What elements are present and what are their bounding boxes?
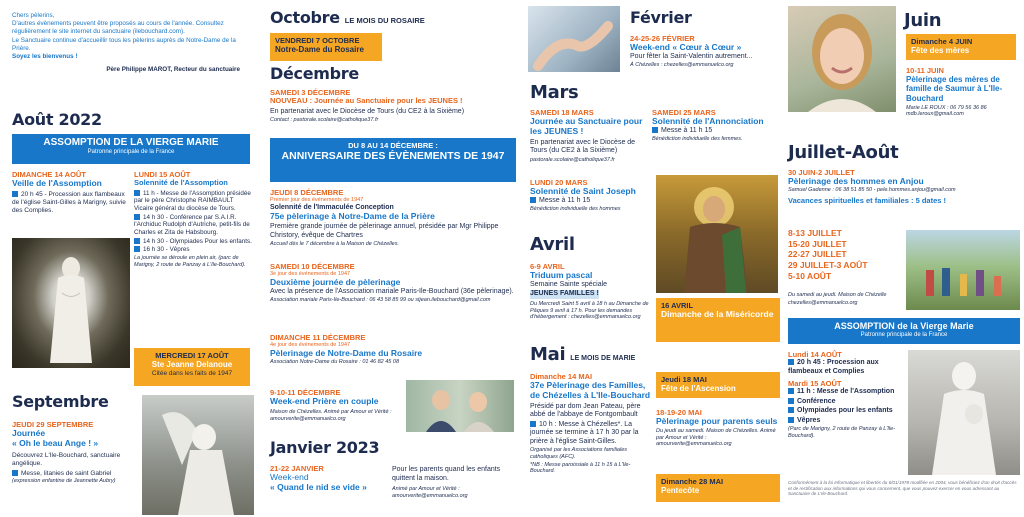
janvier-side [392,466,514,500]
juillet-d2: 15-20 JUILLET [788,238,847,249]
mai-sub: LE MOIS DE MARIE [570,355,636,362]
dec-e1-text: En partenariat avec le Diocèse de Tours (du CE2 à la Sixième) [270,107,465,115]
aout-d2-l2: 14 h 30 - Conférence par S.A.I.R. l'Archiduc Rudolph d'Autriche, petit-fils de Charles et Zita de Habsbourg. [134,213,250,237]
mars-e1-title: Journée au Sanctuaire pour les JEUNES ! [530,116,643,136]
septembre-t1: Journée [12,428,46,439]
dec-e2-t1: Solennité de l'Immaculée Conception [270,203,394,211]
decembre-event-2 [270,188,516,249]
mai-e1-title: 37e Pèlerinage des Familles, de Chézelles à L'Ile-Bouchard [530,380,651,400]
juillet-d3: 22-27 JUILLET [788,249,847,260]
mars-e3-title: Solennité de Saint Joseph [530,186,636,197]
dec-banner-date: DU 8 AU 14 DÉCEMBRE : [348,141,438,150]
mars-e1-date: SAMEDI 18 MARS [530,108,594,117]
juillet-d5: 5-10 AOÛT [788,270,832,281]
avril-event [530,262,654,322]
avril-date: 6-9 AVRIL [530,262,565,271]
square-icon [134,238,140,244]
mai-e2-title: Pèlerinage pour parents seuls [656,416,778,427]
juillet-title: Juillet-Août [788,142,899,163]
square-icon [788,407,794,413]
mai-event-2 [656,408,780,449]
mars-e1-note: pastorale.scolaire@catholique37.fr [530,156,615,163]
mai-e2-note: Du jeudi au samedi. Maison de Chézelles. Animé par Amour et Vérité : amourverite@emmanuelco.org [656,427,776,448]
a1-date: Lundi 14 AOÛT [788,350,842,359]
aout-d2-date: LUNDI 15 AOÛT [134,170,191,179]
column-1 [0,0,258,517]
mai-box1-title: Fête de l'Ascension [661,384,736,394]
juin-e1-note: Marie LE ROUX : 06 79 56 36 86 mdb.leroux@gmail.com [906,104,987,118]
septembre-title: Septembre [12,392,109,411]
dec-e2-note: Accueil dès le 7 décembre à la Maison de Chézelles. [270,241,400,248]
mai-heading [530,344,635,366]
septembre-date: JEUDI 29 SEPTEMBRE [12,420,94,429]
mai-box1-date: Jeudi 18 MAI [661,375,707,384]
intro-text: Chers pèlerins, D'autres évènements peuvent être proposés au cours de l'année. Consultez régulièrement le site internet du sanctuaire (ilebouchard.com). Le Sanctuaire continue d'accueillir tous les pèlerins auprès de Notre-Dame de la Prière. [12,12,236,52]
mai-event-1 [530,372,652,476]
intro [12,12,240,74]
fevrier-event [630,34,780,70]
square-icon [134,190,140,196]
septembre-text: Découvrez L'Ile-Bouchard, sanctuaire angélique. [12,451,121,467]
decembre-event-1 [270,88,516,125]
mars-event-3 [530,178,648,214]
juillet-banner-title: ASSOMPTION de la Vierge Marie [834,321,974,331]
aout-d3-date: MERCREDI 17 AOÛT [155,351,229,360]
dec-e3-date: SAMEDI 10 DÉCEMBRE [270,262,355,271]
aout-d2-l3: 14 h 30 - Olympiades Pour les enfants. [143,237,252,245]
avril-note: Du Mercredi Saint 5 avril à 18 h au Dimanche de Pâques 9 avril à 17 h. Pour les demandes d'hébergement : chezelles@emmanuelco.org [530,300,649,321]
fevrier-date: 24-25-26 FÉVRIER [630,34,695,43]
mars-event-2 [652,108,780,144]
juillet-e1-note: Samuel Gadenne : 06 38 51 85 50 - pele.hommes.anjou@gmail.com [788,186,956,193]
aout-banner-title: ASSOMPTION DE LA VIERGE MARIE [43,137,219,148]
juillet-e1-title: Pèlerinage des hommes en Anjou [788,176,924,187]
a2-l4: Vêpres [797,416,821,424]
mai-e2-date: 18-19-20 MAI [656,408,702,417]
square-icon [134,246,140,252]
aout-d3-title: Ste Jeanne Delanoue [151,360,233,370]
septembre-l1: Messe, litanies de saint Gabriel [21,469,112,477]
legal-text: Conformément à la loi Informatique et libertés du 6/01/1978 modifiée en 2004, vous bénéficiez d'un droit d'accès et de rectification aux informations qui vous concernent, que vous pouvez exercer en vous adressant au Sanctuaire de L'Ile-Bouchard. [788,480,1017,497]
juin-event [906,66,1020,119]
mai-e1-note: Organisé par les Associations familiales catholiques (AFC). [530,447,628,461]
juillet-dnote: Du samedi au jeudi. Maison de Chézelle [788,292,887,298]
janvier-text: Pour les parents quand les enfants quittent la maison. [392,466,501,482]
aout-event-1 [12,170,130,216]
octobre-heading [270,8,425,28]
assomption-events [788,350,904,441]
dec-e2-sub: Premier jour des événements de 1947 [270,197,364,204]
square-icon [788,417,794,423]
intro-sign: Père Philippe MAROT, Recteur du sanctuaire [106,66,240,74]
saint-joseph-image [656,175,778,293]
dec-e3-note: Association mariale Paris-Ile-Bouchard : 06 43 58 85 99 ou stjean.ilebouchard@gmail.com [270,297,491,304]
mai-title: Mai [530,344,566,365]
mars-e2-note: Bénédiction individuelle des femmes. [652,136,743,143]
octobre-bar-title: Notre-Dame du Rosaire [275,45,364,55]
square-icon [134,214,140,220]
dec-e5-note: Maison de Chézelles. Animé par Amour et Vérité : amourverite@emmanuelco.org [270,408,392,422]
dec-e4-note: Association Notre-Dame du Rosaire : 01 46 82 45 08 [270,358,400,365]
mai-box2-date: Dimanche 28 MAI [661,477,724,486]
dec-e1-title: NOUVEAU : Journée au Sanctuaire pour les JEUNES ! [270,96,463,106]
mother-photo [788,6,896,112]
dec-e5-title: Week-end Prière en couple [270,396,379,407]
mars-e3-date: LUNDI 20 MARS [530,178,588,187]
avril-box-title: Dimanche de la Miséricorde [661,309,774,320]
aout-box-17 [134,348,250,386]
aout-d2-title: Solennité de l'Assomption [134,178,228,188]
dec-e2-t2: 75e pèlerinage à Notre-Dame de la Prière [270,211,435,222]
mars-e2-date: SAMEDI 25 MARS [652,108,716,117]
fevrier-title: Février [630,8,692,27]
madonna-statue-photo [908,350,1020,475]
avril-t1: Triduum pascal [530,270,593,281]
a2-date: Mardi 15 AOÛT [788,379,842,389]
a2-l1: 11 h : Messe de l'Assomption [797,388,895,396]
mai-e1-text: Présidé par dom Jean Pateau, père abbé de l'abbaye de Fontgombault [530,402,641,419]
octobre-title: Octobre [270,8,340,27]
a2-l3: Olympiades pour les enfants [797,407,893,415]
dec-e3-title: Deuxième journée de pèlerinage [270,276,401,287]
mai-e1-date: Dimanche 14 MAI [530,372,593,381]
janvier-note: Animé par Amour et Vérité : amourverite@emmanuelco.org [392,486,468,499]
aout-d1-l1: 20 h 45 - Procession aux flambeaux de l'église Saint-Gilles à Marigny, suivie des Complies. [12,190,126,214]
mai-e1-l1: 10 h : Messe à Chézelles*. La journée se termine à 17 h 30 par la prière à l'église Saint-Gilles. [530,420,639,445]
mai-box2-title: Pentecôte [661,486,700,496]
mars-e2-l1: Messe à 11 h 15 [661,126,713,134]
mars-e3-l1: Messe à 11 h 15 [539,196,591,204]
angel-statue-photo [142,395,254,515]
a1-l1: 20 h 45 : Procession aux flambeaux et Complies [788,359,879,375]
aout-d1-date: DIMANCHE 14 AOÛT [12,170,86,179]
avril-sub: Semaine Sainte spéciale [530,280,608,288]
aout-banner-sub: Patronne principale de la France [87,149,175,156]
square-icon [788,398,794,404]
octobre-sub: LE MOIS DU ROSAIRE [344,16,425,25]
aout-banner [12,134,250,164]
mars-e3-note: Bénédiction individuelle des hommes [530,206,621,213]
juin-title: Juin [904,10,942,31]
avril-hl: JEUNES FAMILLES ! [530,290,599,298]
octobre-bar-date: VENDREDI 7 OCTOBRE [275,36,360,45]
janvier-t2: « Quand le nid se vide » [270,481,367,492]
mai-e1-note2: *NB : Messe paroissiale à 11 h 15 à L'Ile-Bouchard. [530,461,631,475]
family-walk-photo [906,230,1020,310]
dec-e3-sub: 3e jour des événements de 1947 [270,271,351,278]
dec-e2-date: JEUDI 8 DÉCEMBRE [270,188,344,197]
decembre-banner [270,138,516,182]
octobre-box [270,33,382,61]
juillet-dates-note [788,292,918,307]
aout-d2-l1: 11 h - Messe de l'Assomption présidée par le père Christophe RAIMBAULT Vicaire général du diocèse de Tours. [134,189,251,213]
juin-box-date: Dimanche 4 JUIN [911,37,973,46]
square-icon [788,359,794,365]
juillet-banner-sub: Patronne principale de la France [860,331,948,338]
avril-title: Avril [530,234,575,255]
mai-box-2 [656,474,780,502]
dec-e1-date: SAMEDI 3 DÉCEMBRE [270,88,351,97]
janvier-event [270,464,390,493]
dec-e4-sub: 4e jour des événements de 1947 [270,342,351,349]
column-4 [786,0,1024,517]
septembre-note: (expression enfantine de Jeannette Aubry) [12,478,116,485]
decembre-event-3 [270,262,516,305]
dec-banner-title: ANNIVERSAIRE DES ÉVÈNEMENTS DE 1947 [281,150,505,163]
janvier-title: Janvier 2023 [270,438,380,457]
dec-e4-date: DIMANCHE 11 DÉCEMBRE [270,333,366,342]
a2-l2: Conférence [797,397,836,405]
square-icon [652,127,658,133]
square-icon [530,421,536,427]
juin-e1-date: 10-11 JUIN [906,66,944,75]
decembre-event-5 [270,388,402,423]
mars-title: Mars [530,82,579,103]
fevrier-t1: Week-end « Cœur à Cœur » [630,42,742,53]
intro-greet: Soyez les bienvenus ! [12,52,78,60]
aout-d2-l4: 16 h 30 - Vêpres [143,246,190,254]
virgin-statue-photo [12,238,130,368]
juin-box [906,34,1016,60]
dec-e3-text: Avec la présence de l'Association mariale Paris-Ile-Bouchard (36e pèlerinage). [270,287,514,295]
dec-e5-date: 9-10-11 DÉCEMBRE [270,388,341,397]
column-2 [262,0,520,517]
a2-note: (Parc de Marigny, 2 route de Panzay à L'Ile-Bouchard). [788,426,896,440]
juillet-dates [788,228,904,281]
square-icon [12,470,18,476]
juillet-d1: 8-13 JUILLET [788,228,842,238]
janvier-t1: Week-end [270,472,309,483]
dec-e4-title: Pèlerinage de Notre-Dame du Rosaire [270,347,423,358]
fevrier-text: Pour fêter la Saint-Valentin autrement... [630,52,753,60]
mars-event-1 [530,108,648,164]
aout-d2-note: La journée se déroule en plein air, (parc de Marigny, 2 route de Panzay à L'Ile-Bouchard). [134,255,246,268]
septembre-event [12,420,132,486]
couple-photo [406,380,514,432]
aout-event-2 [134,170,252,270]
decembre-title: Décembre [270,64,359,83]
avril-box [656,298,780,342]
aout-title: Août 2022 [12,110,102,129]
juillet-e1-date: 30 JUIN-2 JUILLET [788,168,855,177]
aout-d1-title: Veille de l'Assomption [12,178,102,189]
mars-e2-title: Solennité de l'Annonciation [652,116,764,127]
juillet-dmail: chezelles@emmanuelco.org [788,299,858,306]
juin-e1-title: Pèlerinage des mères de famille de Saumur à L'Ile-Bouchard [906,75,1003,103]
septembre-t2: « Oh le beau Ange ! » [12,437,99,448]
avril-box-date: 16 AVRIL [661,301,694,310]
dec-e2-text: Première grande journée de pèlerinage annuel, présidée par Mgr Philippe Christory, évêque de Chartres [270,223,499,239]
juin-box-title: Fête des mères [911,46,970,56]
square-icon [788,388,794,394]
column-3 [524,0,782,517]
square-icon [12,191,18,197]
fevrier-note: À Chézelles : chezelles@emmanuelco.org [630,62,734,69]
juillet-d4: 29 JUILLET-3 AOÛT [788,259,868,270]
janvier-date: 21-22 JANVIER [270,464,324,473]
aout-d3-sub: Citée dans les faits de 1947 [151,369,233,377]
juillet-event-1 [788,168,1020,205]
mai-box-1 [656,372,780,398]
assomption-banner [788,318,1020,344]
juillet-vac: Vacances spirituelles et familiales : 5 dates ! [788,195,946,205]
dec-e1-contact: Contact : pastorale.scolaire@catholique37.fr [270,117,379,124]
decembre-event-4 [270,333,516,366]
square-icon [530,197,536,203]
mars-e1-text: En partenariat avec le Diocèse de Tours (du CE2 à la Sixième) [530,138,636,155]
hands-photo [528,6,620,72]
